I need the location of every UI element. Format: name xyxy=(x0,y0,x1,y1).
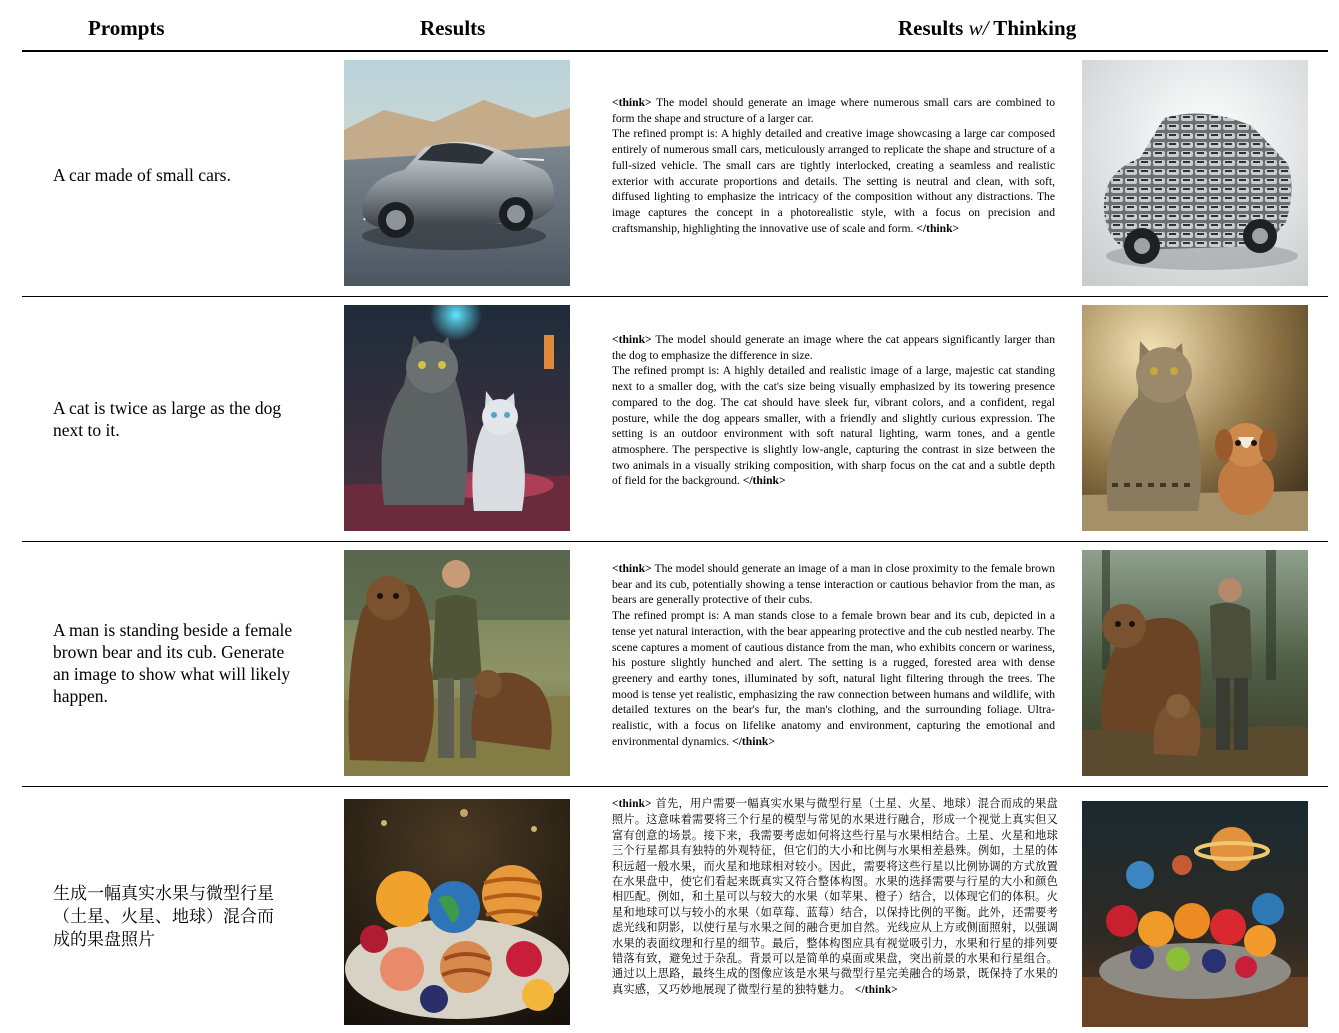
prompt-text: 生成一幅真实水果与微型行星（土星、火星、地球）混合而成的果盘照片 xyxy=(53,884,274,950)
think-open-tag: <think> xyxy=(612,798,652,810)
top-rule xyxy=(22,50,1328,52)
column-header-results-thinking xyxy=(898,16,1076,41)
think-open-tag: <think> xyxy=(612,562,652,575)
think-body: The model should generate an image of a man in close proximity to the female brown bear and its cub, potentially showing a tense interaction or cautious behavior from the man, as bears are generally protective of their cubs. xyxy=(612,562,1055,607)
column-header-results: Results xyxy=(420,16,486,40)
think-body: The model should generate an image where the cat appears significantly larger than the dog to emphasize the difference in size. xyxy=(612,333,1055,362)
thinking-text xyxy=(612,796,1058,998)
row-divider xyxy=(22,786,1328,787)
thinking-image-fruit xyxy=(1082,801,1308,1027)
thinking-image-bear xyxy=(1082,550,1308,776)
think-open-tag: <think> xyxy=(612,96,652,109)
think-close-tag: </think> xyxy=(854,983,898,996)
result-image-bear xyxy=(344,550,570,776)
prompt-text: A man is standing beside a female brown bear and its cub. Generate an image to show what will likely happen. xyxy=(53,620,293,706)
think-body: The model should generate an image where numerous small cars are combined to form the shape and structure of a larger car. xyxy=(612,96,1055,125)
header-thinking-w: w/ xyxy=(968,16,989,40)
header-thinking-prefix: Results xyxy=(898,16,969,40)
thinking-text xyxy=(612,95,1055,236)
result-image-cat xyxy=(344,305,570,531)
prompt-text: A car made of small cars. xyxy=(53,165,231,185)
result-image-car xyxy=(344,60,570,286)
result-image-fruit xyxy=(344,799,570,1025)
think-close-tag: </think> xyxy=(916,221,960,235)
thinking-text xyxy=(612,561,1055,749)
thinking-text xyxy=(612,332,1055,489)
column-header-prompts: Prompts xyxy=(88,16,165,40)
think-close-tag: </think> xyxy=(742,474,786,488)
think-close-tag: </think> xyxy=(732,734,775,748)
think-open-tag: <think> xyxy=(612,333,652,346)
refined-prompt: The refined prompt is: A highly detailed and realistic image of a large, majestic cat standing next to a smaller dog, with the cat's size being visually emphasized by its towering presence compared to the dog. The cat should have sleek fur, vibrant colors, and a confident, regal posture, while the dog appears smaller, with a friendly and slightly curious expression. The setting is an outdoor environment with soft natural lighting, warm tones, and a gentle atmosphere. The perspective is slightly low-angle, capturing the contrast in size between the two animals in a visually striking composition, with sharp focus on the cat and a subtle depth of field for the background. xyxy=(612,364,1055,488)
prompt-text: A cat is twice as large as the dog next to it. xyxy=(53,398,282,440)
refined-prompt: The refined prompt is: A highly detailed and creative image showcasing a large car composed entirely of numerous small cars, meticulously arranged to replicate the shape and structure of a full-sized vehicle. The small cars are tightly interlocked, creating a seamless and realistic exterior with accurate proportions and details. The setting is neutral and clean, with soft, diffused lighting to emphasize the intricacy of the composition without any distractions. The image captures the concept in a photorealistic style, with a focus on precision and craftsmanship, highlighting the innovative use of scale and form. xyxy=(612,127,1055,235)
think-body: 首先，用户需要一幅真实水果与微型行星（土星、火星、地球）混合而成的果盘照片。这意味着需要将三个行星的模型与常见的水果进行融合，形成一个视觉上真实但又富有创意的场景。接下来，我需要考虑如何将这些行星与水果相结合。土星、火星和地球三个行星都具有独特的外观特征，但它们的大小和比例与水果相差悬殊。例如，土星的体积远超一般水果，而火星和地球相对较小。因此，需要将这些行星以比例协调的方式放置在水果盘中，使它们看起来既真实又符合整体构图。水果的选择需要与行星的大小和颜色相匹配。例如，和土星可以与较大的水果（如苹果、橙子）结合，以体现它们的体积。火星和地球可以与较小的水果（如草莓、蓝莓）结合，以保持比例的平衡。此外，还需要考虑光线和阴影，以使行星与水果之间的融合更加自然。光线应从上方或侧面照射，以强调水果的表面纹理和行星的细节。最后，整体构图应具有视觉吸引力，水果和行星的排列要错落有致，避免过于杂乱。背景可以是简单的桌面或果盘，突出前景的水果和行星组合。通过以上思路，最终生成的图像应该是水果与微型行星完美融合的场景，既保持了水果的真实感，又巧妙地展现了微型行星的独特魅力。 xyxy=(612,797,1058,996)
header-thinking-suffix: Thinking xyxy=(988,16,1077,40)
row-divider xyxy=(22,541,1328,542)
thinking-image-cat xyxy=(1082,305,1308,531)
thinking-image-car xyxy=(1082,60,1308,286)
refined-prompt: The refined prompt is: A man stands close to a female brown bear and its cub, depicted in a tense yet natural interaction, with the bear appearing protective and the cub nestled nearby. The scene captures a moment of cautious distance from the man, who exhibits concern or wariness, his posture slightly hunched and alert. The setting is a rugged, forested area with dense greenery and earthy tones, illuminated by soft, natural light filtering through the trees. The mood is tense yet realistic, emphasizing the raw connection between humans and wildlife, with detailed textures on the bear's fur, the man's clothing, and the surrounding foliage. Ultra-realistic, with a focus on lifelike anatomy and environment, capturing the emotional and environmental dynamics. xyxy=(612,609,1055,748)
row-divider xyxy=(22,296,1328,297)
